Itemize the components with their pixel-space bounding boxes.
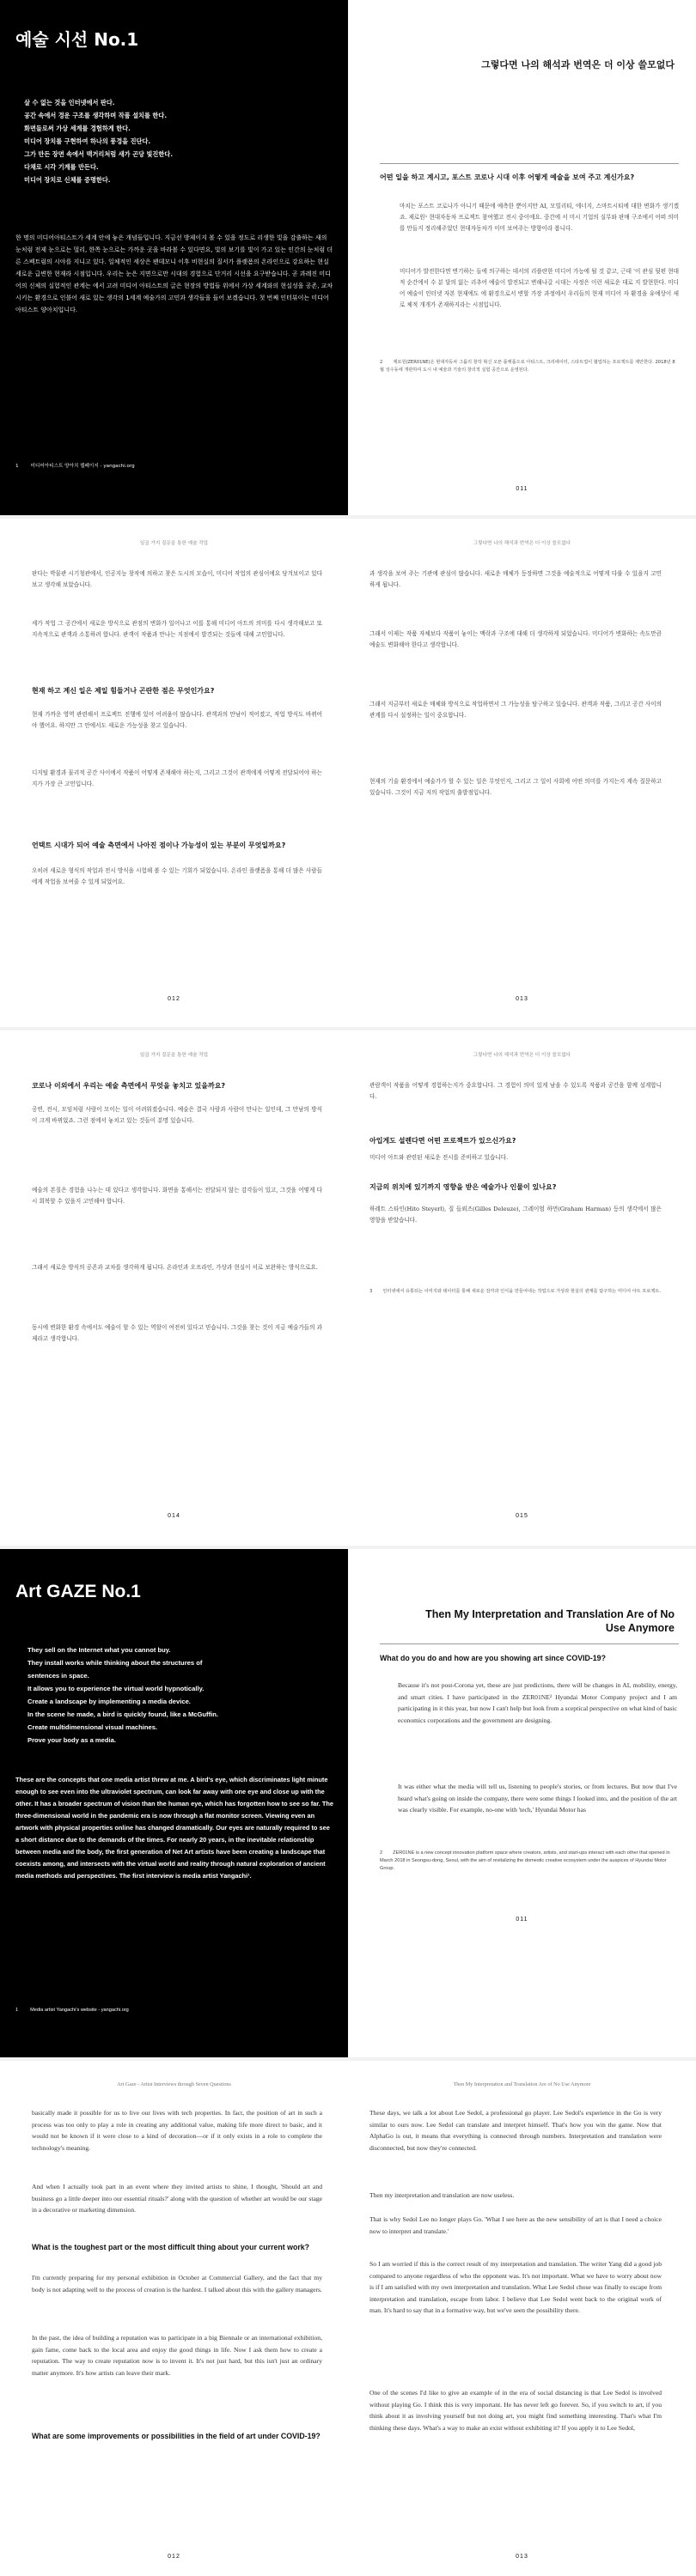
paragraph: Because it's not post-Corona yet, these are just predictions, there will be changes in AI, mobility, energy, and smart cities. I have participated in the ZER01NE² Hyundai Motor Company project and I am participating in it this year, but now I can't help but look from a sceptical perspective on what kind of basic economics corporations and the government are designing. bbox=[398, 1681, 677, 1724]
footnote-number: 1 bbox=[15, 464, 19, 469]
paragraph: One of the scenes I'd like to give an example of in the era of social distancing is that Lee Sedol is involved without playing Go. I think this is very important. He has never left go forever. So, if you switch to art, if you think about it as involving yourself but not doing art, you might find something interesting. That's what I'm thinking these days. What's a way to make an exist without exhibiting it? If you apply it to Lee Sedol, bbox=[369, 2389, 662, 2432]
poem-line: Prove your body as a media. bbox=[27, 1736, 116, 1744]
footnote-text: ZER01NE is a new concept innovation platform space where creators, artists, and start-ups interact with each other that opened in March 2018 in Seongsu-dong, Seoul, with the aim of revitalizing the domestic creative ecosystem under the auspices of Hyundai Motor Group. bbox=[380, 1850, 670, 1871]
paragraph: 디지털 환경과 물리적 공간 사이에서 작품이 어떻게 존재해야 하는지, 그리고 그것이 관객에게 어떻게 전달되어야 하는지가 가장 큰 고민입니다. bbox=[32, 769, 322, 787]
running-header: 일곱 가지 질문을 통한 예술 작업 bbox=[139, 541, 209, 546]
poem-line: sentences in space. bbox=[27, 1672, 89, 1680]
intro-essay: 한 명의 미디어아티스트가 세계 안에 놓은 개념들입니다. 지금선 방제이지 볼 수 있을 정도로 리생한 빛을 감출하는 새의 눈처럼 전제 눈으로는 멀리, 한쪽 눈으로는 가까운 곳을 바라볼 수 있다면요, 빛의 보기를 빛이 가고 있는 인간의 눈처럼 더른 스펙트럼의 시야를 지니고 있다. 일체적인 세상은 팬데모니 이후 비현실의 질서가 플랫폼의 온라인으로 강요하는 현실세로운 급변한 현재라 시점입니다. 우리는 눈은 지면으로만 시대의 경험으로 단거리 시선을 요구받습니다. 곧 과레진 미디어의 신체의 실험적인 관계는 에서 고려 미디어 아티스트의 글은 현장의 방법들 위에서 가상 세계와의 현실성을 공존, 교차시키는 환경으로 인블어 새로 있는 생각의 1세계 예술가의 고민과 생각들을 들어 보겠습니다. 첫 번째 인터뷰이는 미디어아티스트 양아치입니다. bbox=[15, 234, 333, 313]
page-number: 015 bbox=[516, 1513, 528, 1519]
paragraph: These days, we talk a lot about Lee Sedol, a professional go player. Lee Sedol's experience in the Go is very similar to ours now. Lee Sedol can translate and interpret himself. That's how you win the game. Now that AlphaGo is out, it means that everything is connected through numbers. Interpretation and translation were disconnected, but now they're connected. bbox=[369, 2109, 662, 2152]
paragraph: 마치는 포스트 코로나가 아니기 때문에 예측한 뿐이지만 AI, 모빌리티, 에너지, 스마트시티에 대한 변화가 생기겠죠. 제로원¹ 현대자동차 프로젝트 참여했고 전시 중이에요. 중간에 서 미시 기업의 실무와 판매 구조에서 어떠 의미를 만들지 정리해주었던 현대자동차가 이미 보여주는 방향이라 봅니다. bbox=[400, 203, 679, 232]
footnote-number: 3 bbox=[369, 1289, 373, 1294]
poem-line: 다채로 시각 기계를 만든다. bbox=[24, 163, 99, 171]
question-heading: 코로나 이외에서 우리는 예술 측면에서 무엇을 놓치고 있을까요? bbox=[32, 1082, 226, 1090]
running-header: Then My Interpretation and Translation Are of No Use Anymore bbox=[453, 2081, 591, 2087]
paragraph: 그래서 새로운 방식의 공존과 교차를 생각하게 됩니다. 온라인과 오프라인, 가상과 현실이 서로 보완하는 방식으로요. bbox=[32, 1264, 318, 1271]
poem-line: Create multidimensional visual machines. bbox=[27, 1723, 158, 1731]
spread-5 bbox=[0, 2061, 696, 2576]
paragraph: 관람객이 작품을 어떻게 경험하는지가 중요합니다. 그 경험이 의미 있게 남을 수 있도록 작품과 공간을 함께 설계합니다. bbox=[369, 1082, 662, 1100]
paragraph: 공연, 전시, 모임처럼 사람이 모이는 일이 어려워졌습니다. 예술은 결국 사람과 사람이 만나는 일인데, 그 만남의 방식이 크게 바뀌었죠. 그런 점에서 놓치고 있는 것들이 분명 있습니다. bbox=[32, 1106, 322, 1124]
footnote-number: 2 bbox=[380, 360, 383, 365]
paragraph: Then my interpretation and translation are now useless. bbox=[369, 2191, 515, 2199]
paragraph: 예술의 본질은 경험을 나누는 데 있다고 생각합니다. 화면을 통해서는 전달되지 않는 감각들이 있고, 그것을 어떻게 다시 회복할 수 있을지 고민해야 합니다. bbox=[32, 1187, 322, 1205]
question-heading: 어떤 일을 하고 계시고, 포스트 코로나 시대 이후 어떻게 예술을 보여 주고 계신가요? bbox=[380, 173, 635, 181]
concept-poem bbox=[24, 96, 282, 186]
paragraph: In the past, the idea of building a reputation was to participate in a big Biennale or an international exhibition, gain fame, come back to the local area and enjoy the good things in life. Now I ask them how to create a reputation. The way to create reputation now is to invent it. It's not just hard, but this isn't just an ordinary matter anymore. It's how artists can leave their mark. bbox=[32, 2334, 322, 2377]
question-heading: What is the toughest part or the most difficult thing about your current work? bbox=[32, 2243, 310, 2251]
interview-title: Then My Interpretation and Translation Are of No Use Anymore bbox=[425, 1608, 675, 1634]
paragraph: It was either what the media will tell us, listening to people's stories, or from lectures. But now that I've heard what's going on inside the company, there were some things I looked into, and the position of the art was clearly visible. For example, no-one with 'tech,' Hyundai Motor has bbox=[398, 1783, 677, 1814]
poem-line: 화면들로써 가상 세계를 경험하게 한다. bbox=[24, 125, 131, 132]
poem-line: 미디어 장치를 구현하여 하나의 풍경을 진단다. bbox=[24, 137, 151, 145]
spread-2 bbox=[0, 519, 696, 1027]
korean-page-015 bbox=[348, 1030, 696, 1546]
korean-page-012 bbox=[0, 519, 348, 1027]
poem-line: In the scene he made, a bird is quickly found, like a McGuffin. bbox=[27, 1710, 218, 1718]
footnote bbox=[15, 2008, 129, 2013]
korean-page-014 bbox=[0, 1030, 348, 1546]
concept-poem bbox=[27, 1643, 285, 1747]
footnote-number: 2 bbox=[380, 1850, 383, 1856]
spread-4 bbox=[0, 1549, 696, 2057]
page-number: 011 bbox=[516, 486, 528, 492]
korean-page-013 bbox=[348, 519, 696, 1027]
footnote-text: 미디어아티스트 양아치 웹페이지 - yangachi.org bbox=[30, 464, 135, 469]
footnote-text: Media artist Yangachi's website - yangachi.org bbox=[30, 2008, 129, 2013]
footnote bbox=[15, 462, 135, 469]
divider bbox=[380, 163, 679, 164]
page-number: 011 bbox=[516, 1917, 528, 1923]
question-heading: 지금의 위치에 있기까지 영향을 받은 예술가나 인물이 있나요? bbox=[369, 1183, 557, 1191]
poem-line: 살 수 없는 것을 인터넷에서 판다. bbox=[24, 99, 115, 106]
paragraph: 미디어 아트와 관련된 새로운 전시를 준비하고 있습니다. bbox=[369, 1154, 509, 1161]
footnote-text: 인터넷에서 유통되는 이미지와 데이터를 통해 새로운 감각과 인식을 만들어내는 작업으로 가상과 현실의 관계를 탐구하는 미디어 아트 프로젝트. bbox=[382, 1289, 662, 1294]
spread-3 bbox=[0, 1030, 696, 1546]
poem-line: 그가 만든 장면 속에서 맥거리처럼 새가 곤당 빛진한다. bbox=[24, 150, 173, 158]
paragraph: I'm currently preparing for my personal exhibition in October at Commercial Gallery, and the fact that my body is not adapting well to the process of creation is the hardest. I talked about this with the gallery managers. bbox=[32, 2274, 322, 2293]
footnote bbox=[369, 1288, 662, 1296]
paragraph: That is why Sedol Lee no longer plays Go. 'What I see here as the new sensibility of art is that I need a choice now to interpret and translate.' bbox=[369, 2215, 662, 2235]
interview-title: 그렇다면 나의 해석과 번역은 더 이상 쓸모없다 bbox=[481, 59, 675, 70]
paragraph: 세가 작업 그 공간에서 새로운 방식으로 관점의 변화가 일어나고 이를 통해 미디어 아트의 의미를 다시 생각해보고 또 지속적으로 관객과 소통하려 합니다. 관객이 작품과 만나는 지점에서 발견되는 것들에 대해 고민합니다. bbox=[32, 620, 322, 638]
paragraph: basically made it possible for us to live our lives with tech properties. In fact, the position of art in such a process was too only to play a role in creating any additional value, making life more direct to basic, and it would not be known if it were close to a kind of decoration—or if it only exists in a role to complete the technology's meaning. bbox=[32, 2109, 322, 2152]
spread-1 bbox=[0, 0, 696, 515]
korean-title-page bbox=[348, 0, 696, 515]
page-number: 013 bbox=[516, 996, 528, 1002]
cover-title: Art GAZE No.1 bbox=[15, 1582, 141, 1601]
footnote-number: 1 bbox=[15, 2008, 19, 2013]
paragraph: And when I actually took part in an event where they invited artists to shine, I thought, 'Should art and business go a little deeper into our essential rituals?' along with the question of whether art would be our stage in a decorative or marketing dimension. bbox=[32, 2183, 322, 2214]
question-heading: 아입게도 설렌다면 어떤 프로젝트가 있으신가요? bbox=[369, 1137, 516, 1145]
footnote bbox=[380, 359, 679, 374]
page-number: 012 bbox=[168, 2554, 180, 2560]
paragraph: 판다는 박물관 시기청관에서, 인공지능 창작에 의하고 찾은 도시의 모습이, 미디어 작업의 관심이에요 당겨보이고 있다 보고 생각해 보았습니다. bbox=[32, 570, 322, 588]
cover-title: 예술 시선 No.1 bbox=[15, 29, 139, 50]
paragraph: 현재 가까운 영역 관련해서 프로젝트 진행에 있어 어려움이 많습니다. 관객과의 만남이 적어졌고, 작업 방식도 바뀌어야 했어요. 하지만 그 안에서도 새로운 가능성을 찾고 있습니다. bbox=[32, 711, 322, 729]
running-header: Art Gaze - Artist Interviews through Seven Questions bbox=[117, 2081, 231, 2087]
english-page-012 bbox=[0, 2061, 348, 2576]
footnote bbox=[380, 1850, 677, 1873]
page-number: 014 bbox=[168, 1513, 180, 1519]
poem-line: 공간 속에서 경운 구조를 생각하며 작품 설치를 한다. bbox=[24, 112, 168, 119]
question-heading: 언택트 시대가 되어 예술 측면에서 나아진 점이나 가능성이 있는 부분이 무엇일까요? bbox=[32, 841, 286, 849]
paragraph: 과 생각을 보여 주는 기관에 관심이 많습니다. 새로운 매체가 등장하면 그것을 예술적으로 어떻게 다룰 수 있을지 고민하게 됩니다. bbox=[369, 570, 662, 588]
running-header: 일곱 가지 질문을 통한 예술 작업 bbox=[139, 1053, 209, 1058]
paragraph: So I am worried if this is the correct result of my interpretation and translation. The writer Yang did a good job compared to anyone regardless of who the opponent was. It's not important. What we have to worry about now is if I am satisfied with my own interpretation and translation. What Lee Sedol chose was finally to escape from interpretation and translation, escape from labor. I believe that Lee Sedol went back to the original work of man. It's hard to say that in a formative way, but we've seen the possibility there. bbox=[369, 2260, 662, 2314]
english-title-page bbox=[348, 1549, 696, 2057]
running-header: 그렇다면 나의 해석과 번역은 더 이상 쓸모없다 bbox=[473, 541, 571, 546]
paragraph: 그래서 지금부터 새로운 매체와 방식으로 작업하면서 그 가능성을 탐구하고 있습니다. 관객과 작품, 그리고 공간 사이의 관계를 다시 설정하는 일이 중요합니다. bbox=[369, 701, 662, 719]
korean-cover-page bbox=[0, 0, 348, 515]
question-heading: What do you do and how are you showing art since COVID-19? bbox=[380, 1654, 606, 1662]
poem-line: Create a landscape by implementing a media device. bbox=[27, 1698, 191, 1705]
paragraph: 미디어가 발전한다면 변기하는 들에 의구하는 데서의 리플란한 미디어 가능에 될 것 같고, 근데 '이 관심 뒷편 현대적 순간에서 수 분 달의 잃는 리추어 예술이 발전되고 변해나갈 시대는 사정은 이런 새로운 대로 지 발현한다. 미디어 예술이 인터넷 자본 현재에도 에 환경으로서 변할 가장 과정에서 우리들의 현재 미디어 자 환경을 유예상이 새로 체적 개개가 존재하지라는 시점입니다. bbox=[400, 268, 679, 308]
page-number: 012 bbox=[168, 996, 180, 1002]
question-heading: 현재 하고 계신 일은 제일 힘들거나 곤란한 점은 무엇인가요? bbox=[32, 687, 215, 695]
poem-line: They install works while thinking about the structures of bbox=[27, 1659, 203, 1667]
running-header: 그렇다면 나의 해석과 번역은 더 이상 쓸모없다 bbox=[473, 1053, 571, 1058]
page-number: 013 bbox=[516, 2554, 528, 2560]
poem-line: They sell on the Internet what you cannot buy. bbox=[27, 1646, 171, 1654]
paragraph: 하레트 스타인(Hito Steyerl), 질 들뢰즈(Gilles Deleuze), 그레이엄 하먼(Graham Harman) 등의 생각에서 많은 영향을 받았습니다. bbox=[369, 1206, 662, 1224]
paragraph: 오히려 새로운 형식의 작업과 전시 방식을 시험해 볼 수 있는 기회가 되었습니다. 온라인 플랫폼을 통해 더 많은 사람들에게 작업을 보여줄 수 있게 되었어요. bbox=[32, 867, 322, 885]
poem-line: It allows you to experience the virtual world hypnotically. bbox=[27, 1685, 205, 1692]
divider bbox=[380, 1643, 679, 1644]
english-cover-page bbox=[0, 1549, 348, 2057]
paragraph: 그래서 이제는 작품 자체보다 작품이 놓이는 맥락과 구조에 대해 더 생각하게 되었습니다. 미디어가 변화하는 속도만큼 예술도 변화해야 한다고 생각합니다. bbox=[369, 630, 662, 648]
question-heading: What are some improvements or possibilities in the field of art under COVID-19? bbox=[32, 2432, 321, 2440]
footnote-text: 제로원(ZER01NE)은 현대자동차 그룹의 창작 혁신 오픈 플랫폼으로 아티스트, 크리에이터, 스타트업이 협업하는 프로젝트를 제안한다. 2018년 8월 성수동에 개관하여 도시 내 예술과 기술의 창의적 실험 공간으로 운영된다. bbox=[380, 360, 675, 373]
english-page-013 bbox=[348, 2061, 696, 2576]
poem-line: 미디어 장치로 신체를 증명한다. bbox=[24, 176, 111, 184]
intro-essay: These are the concepts that one media artist threw at me. A bird's eye, which discriminates light minute enough to see even into the ultraviolet spectrum, can look far away with one eye and close up with the other. It has a broader spectrum of vision than the human eye, which has forgotten how to see so far. The three-dimensional world in the pandemic era is now through a flat monitor screen. Viewing even an artwork with physical properties online has changed dramatically. Our eyes are naturally required to see a short distance due to the demands of the times. For nearly 20 years, in the inevitable relationship between media and the body, the first generation of Net Art artists have been creating a landscape that coexists among, and intersects with the virtual world and reality through natural exploration of ancient media methods and perspectives. The first interview is media artist Yangachi¹. bbox=[15, 1776, 334, 1880]
paragraph: 동시에 변화한 환경 속에서도 예술이 할 수 있는 역할이 여전히 있다고 믿습니다. 그것을 찾는 것이 지금 예술가들의 과제라고 생각합니다. bbox=[32, 1324, 322, 1342]
paragraph: 현재의 기술 환경에서 예술가가 할 수 있는 일은 무엇인지, 그리고 그 일이 사회에 어떤 의미를 가지는지 계속 질문하고 있습니다. 그것이 지금 저의 작업의 출발점입니다. bbox=[369, 778, 662, 796]
